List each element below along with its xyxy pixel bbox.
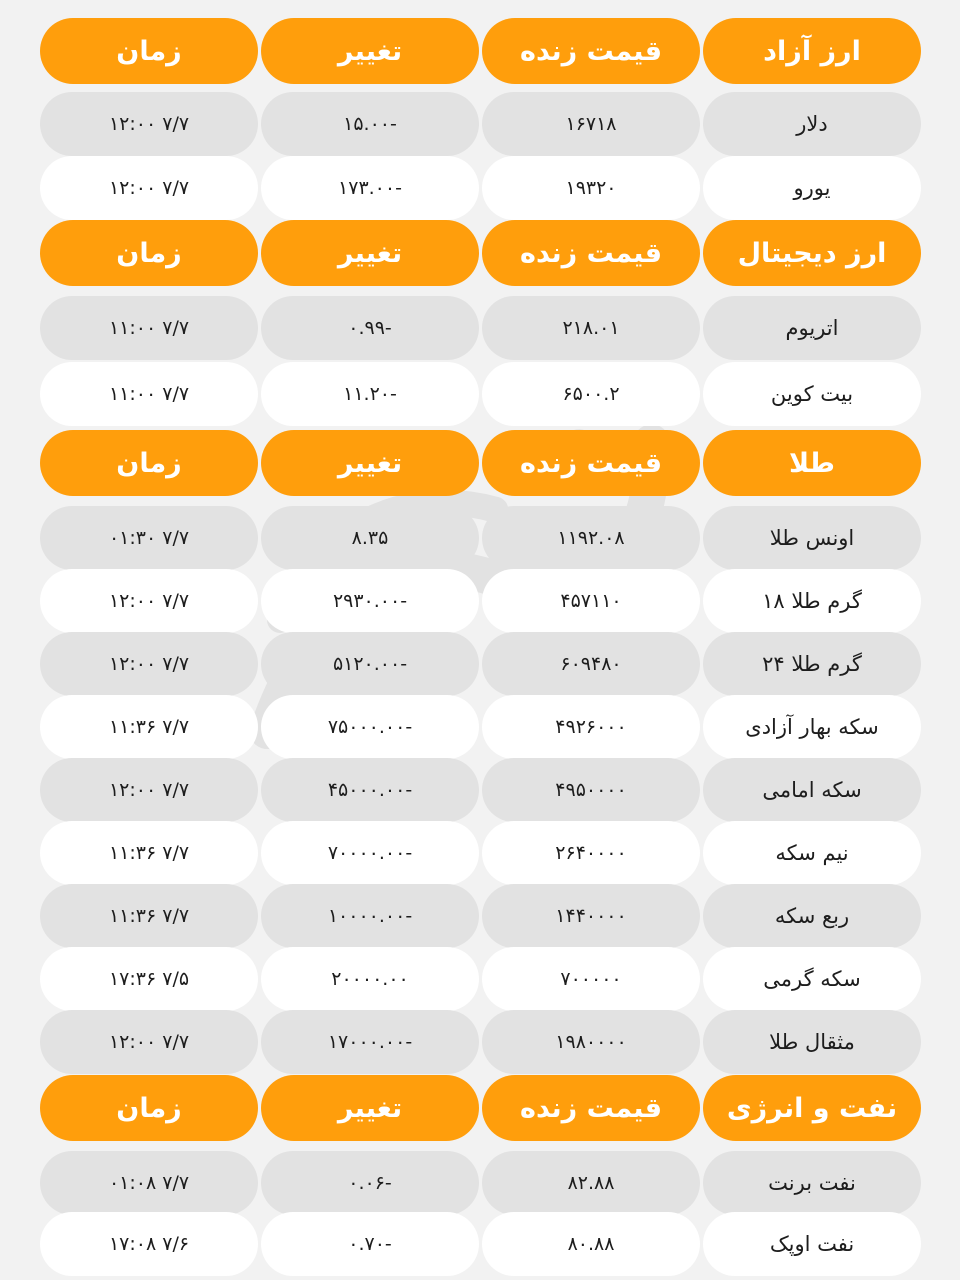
item-name: مثقال طلا (703, 1010, 921, 1074)
item-change: -۵۱۲۰.۰۰ (261, 632, 479, 696)
item-name: سکه بهار آزادی (703, 695, 921, 759)
item-time: ۷/۷ ۱۲:۰۰ (40, 92, 258, 156)
item-time: ۷/۷ ۱۲:۰۰ (40, 758, 258, 822)
item-change: -۷۵۰۰۰.۰۰ (261, 695, 479, 759)
item-change: -۲۹۳۰.۰۰ (261, 569, 479, 633)
item-price: ۶۰۹۴۸۰ (482, 632, 700, 696)
item-change: ۲۰۰۰۰.۰۰ (261, 947, 479, 1011)
header-change: تغییر (261, 1075, 479, 1141)
item-time: ۷/۷ ۱۱:۳۶ (40, 821, 258, 885)
item-change: -۰.۷۰ (261, 1212, 479, 1276)
item-change: -۱۷۰۰۰.۰۰ (261, 1010, 479, 1074)
item-change: -۰.۹۹ (261, 296, 479, 360)
item-time: ۷/۷ ۱۲:۰۰ (40, 569, 258, 633)
item-name: یورو (703, 156, 921, 220)
item-time: ۷/۷ ۰۱:۰۸ (40, 1151, 258, 1215)
item-time: ۷/۷ ۱۱:۰۰ (40, 362, 258, 426)
table-row (40, 695, 922, 759)
table-row (40, 947, 922, 1011)
item-change: -۴۵۰۰۰.۰۰ (261, 758, 479, 822)
header-change: تغییر (261, 18, 479, 84)
item-time: ۷/۶ ۱۷:۰۸ (40, 1212, 258, 1276)
header-change: تغییر (261, 220, 479, 286)
item-time: ۷/۷ ۱۲:۰۰ (40, 156, 258, 220)
header-live-price: قیمت زنده (482, 1075, 700, 1141)
item-change: -۱۱.۲۰ (261, 362, 479, 426)
item-price: ۱۹۸۰۰۰۰ (482, 1010, 700, 1074)
table-row (40, 821, 922, 885)
item-price: ۶۵۰۰.۲ (482, 362, 700, 426)
item-price: ۸۲.۸۸ (482, 1151, 700, 1215)
item-name: نفت اوپک (703, 1212, 921, 1276)
item-name: گرم طلا ۱۸ (703, 569, 921, 633)
header-category: نفت و انرژی (703, 1075, 921, 1141)
table-row (40, 758, 922, 822)
item-price: ۲۱۸.۰۱ (482, 296, 700, 360)
section-header-digital-currency (40, 220, 922, 284)
header-category: ارز آزاد (703, 18, 921, 84)
table-row (40, 362, 922, 426)
item-price: ۴۹۲۶۰۰۰ (482, 695, 700, 759)
item-name: اتریوم (703, 296, 921, 360)
item-name: ربع سکه (703, 884, 921, 948)
header-live-price: قیمت زنده (482, 430, 700, 496)
item-time: ۷/۷ ۱۱:۳۶ (40, 884, 258, 948)
item-time: ۷/۷ ۱۱:۰۰ (40, 296, 258, 360)
item-change: -۱۰۰۰۰.۰۰ (261, 884, 479, 948)
item-price: ۱۴۴۰۰۰۰ (482, 884, 700, 948)
item-time: ۷/۷ ۱۲:۰۰ (40, 632, 258, 696)
header-category: ارز دیجیتال (703, 220, 921, 286)
item-name: نیم سکه (703, 821, 921, 885)
table-row (40, 1010, 922, 1074)
section-header-gold (40, 430, 922, 494)
item-price: ۱۹۳۲۰ (482, 156, 700, 220)
item-time: ۷/۵ ۱۷:۳۶ (40, 947, 258, 1011)
table-row (40, 1212, 922, 1276)
item-name: اونس طلا (703, 506, 921, 570)
item-change: -۱۵.۰۰ (261, 92, 479, 156)
item-price: ۱۱۹۲.۰۸ (482, 506, 700, 570)
item-price: ۴۹۵۰۰۰۰ (482, 758, 700, 822)
header-time: زمان (40, 430, 258, 496)
item-time: ۷/۷ ۱۱:۳۶ (40, 695, 258, 759)
item-change: -۷۰۰۰۰.۰۰ (261, 821, 479, 885)
item-change: ۸.۳۵ (261, 506, 479, 570)
table-row (40, 1151, 922, 1215)
item-time: ۷/۷ ۱۲:۰۰ (40, 1010, 258, 1074)
header-live-price: قیمت زنده (482, 220, 700, 286)
item-price: ۷۰۰۰۰۰ (482, 947, 700, 1011)
table-row (40, 92, 922, 156)
header-category: طلا (703, 430, 921, 496)
table-row (40, 632, 922, 696)
section-header-free-currency (40, 18, 922, 82)
item-price: ۴۵۷۱۱۰ (482, 569, 700, 633)
item-name: دلار (703, 92, 921, 156)
table-row (40, 296, 922, 360)
item-name: سکه امامی (703, 758, 921, 822)
header-change: تغییر (261, 430, 479, 496)
table-row (40, 569, 922, 633)
section-header-oil-energy (40, 1075, 922, 1139)
item-name: نفت برنت (703, 1151, 921, 1215)
table-row (40, 156, 922, 220)
item-name: بیت کوین (703, 362, 921, 426)
item-price: ۱۶۷۱۸ (482, 92, 700, 156)
item-price: ۲۶۴۰۰۰۰ (482, 821, 700, 885)
table-row (40, 506, 922, 570)
item-name: سکه گرمی (703, 947, 921, 1011)
item-change: -۰.۰۶ (261, 1151, 479, 1215)
header-time: زمان (40, 1075, 258, 1141)
header-time: زمان (40, 18, 258, 84)
header-time: زمان (40, 220, 258, 286)
item-name: گرم طلا ۲۴ (703, 632, 921, 696)
table-row (40, 884, 922, 948)
header-live-price: قیمت زنده (482, 18, 700, 84)
item-time: ۷/۷ ۰۱:۳۰ (40, 506, 258, 570)
item-change: -۱۷۳.۰۰ (261, 156, 479, 220)
item-price: ۸۰.۸۸ (482, 1212, 700, 1276)
